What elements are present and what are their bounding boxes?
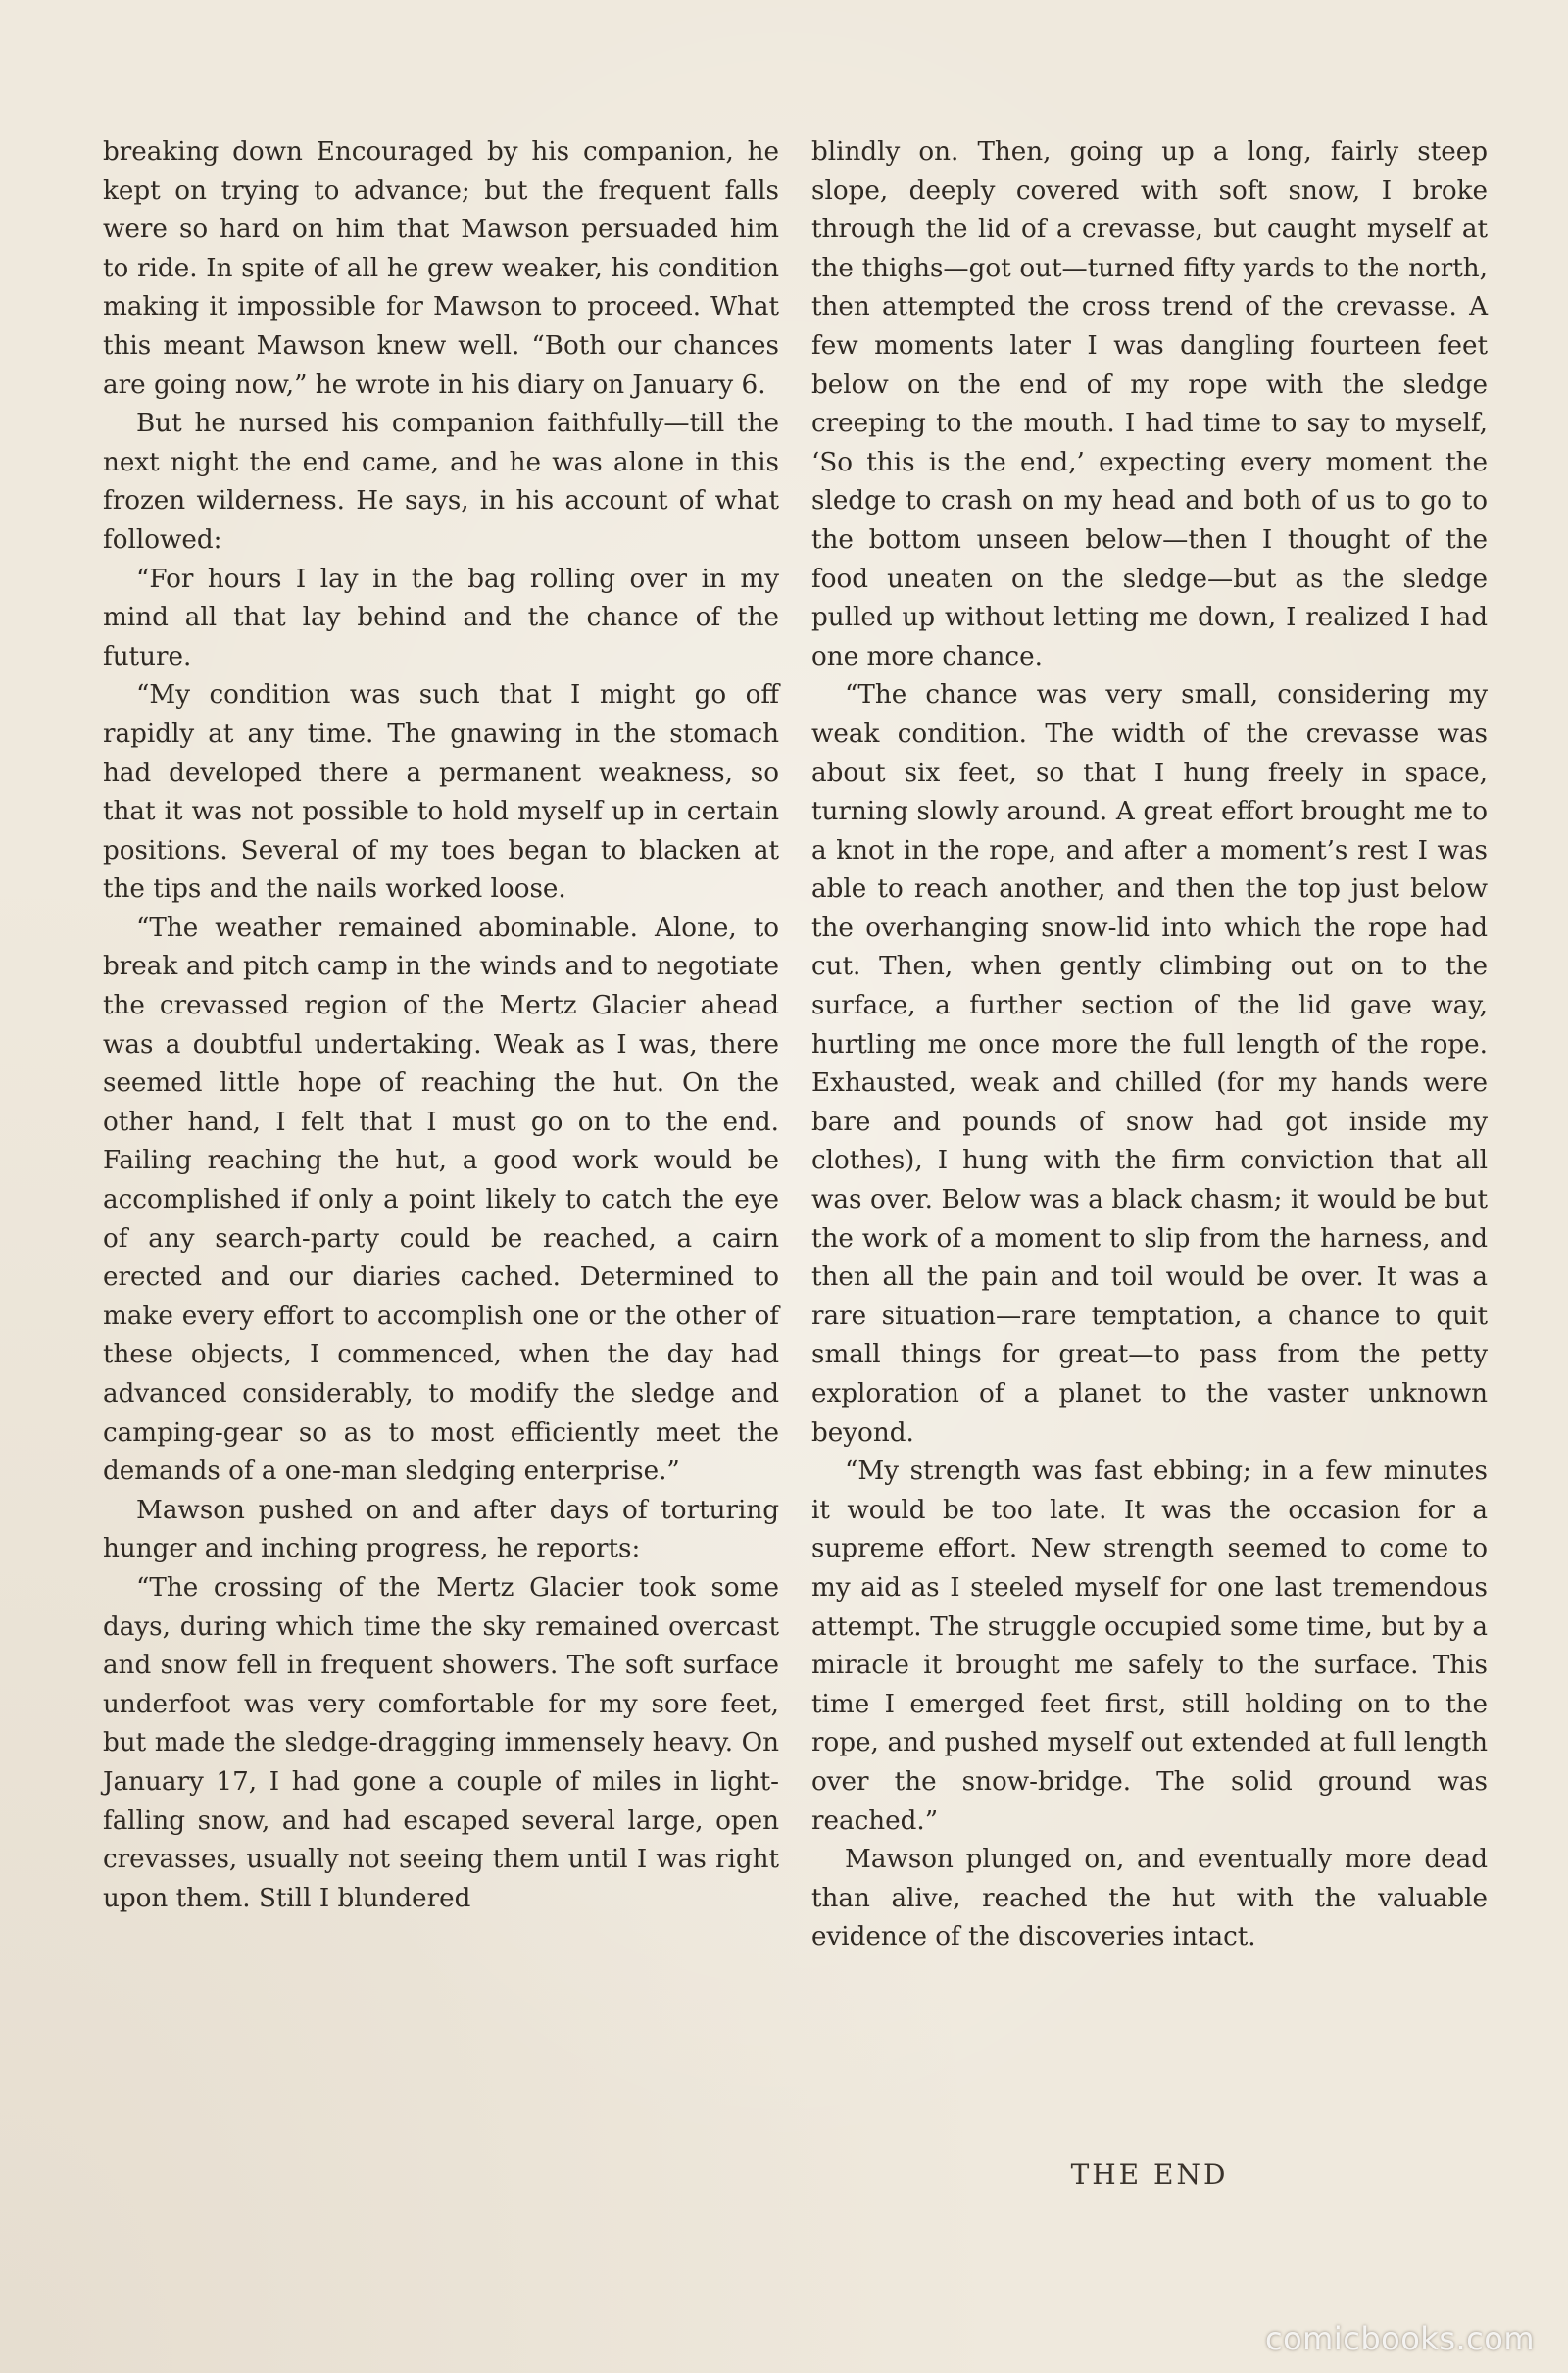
right-text-column [811, 133, 1488, 1957]
paragraph: “My condition was such that I might go off rapidly at any time. The gnawing in the stomach had developed there a permanent weakness, so that it was not possible to hold myself up in certain positions. Several of my toes began to blacken at the tips and the nails worked loose. [103, 680, 779, 905]
paragraph: “For hours I lay in the bag rolling over in my mind all that lay behind and the chance of the future. [103, 564, 779, 671]
paragraph: But he nursed his companion faithfully—till the next night the end came, and he was alone in this frozen wilderness. He says, in his account of what followed: [103, 409, 779, 555]
paragraph: “My strength was fast ebbing; in a few minutes it would be too late. It was the occasion for a supreme effort. New strength seemed to come to my aid as I steeled myself for one last tremendous attempt. The struggle occupied some time, but by a miracle it brought me safely to the surface. This time I emerged feet first, still holding on to the rope, and pushed myself out extended at full length over the snow-bridge. The solid ground was reached.” [811, 1457, 1488, 1836]
watermark: comicbooks.com [1264, 2320, 1535, 2357]
paragraph: “The weather remained abominable. Alone, to break and pitch camp in the winds and to negotiate the crevassed region of the Mertz Glacier ahead was a doubtful undertaking. Weak as I was, there seemed little hope of reaching the hut. On the other hand, I felt that I must go on to the end. Failing reaching the hut, a good work would be accomplished if only a point likely to catch the eye of any search-party could be reached, a cairn erected and our diaries cached. Determined to make every effort to accomplish one or the other of these objects, I commenced, when the day had advanced considerably, to modify the sledge and camping-gear so as to most efficiently meet the demands of a one-man sledging enterprise.” [103, 913, 779, 1487]
paragraph: “The chance was very small, considering my weak condition. The width of the crevasse was about six feet, so that I hung freely in space, turning slowly around. A great effort brought me to a knot in the rope, and after a moment’s rest I was able to reach another, and then the top just below the overhanging snow-lid into which the rope had cut. Then, when gently climbing out on to the surface, a further section of the lid gave way, hurtling me once more the full length of the rope. Exhausted, weak and chilled (for my hands were bare and pounds of snow had got inside my clothes), I hung with the firm conviction that all was over. Below was a black chasm; it would be but the work of a moment to slip from the harness, and then all the pain and toil would be over. It was a rare situation—rare temptation, a chance to quit small things for great—to pass from the petty exploration of a planet to the vaster unknown beyond. [811, 680, 1488, 1448]
paragraph: Mawson pushed on and after days of torturing hunger and inching progress, he reports: [103, 1495, 779, 1564]
the-end-label: THE END [1070, 2158, 1229, 2191]
left-text-column [103, 133, 779, 1918]
paragraph: “The crossing of the Mertz Glacier took some days, during which time the sky remained overcast and snow fell in frequent showers. The soft surface underfoot was very comfortable for my sore feet, but made the sledge-dragging immensely heavy. On January 17, I had gone a couple of miles in light-falling snow, and had escaped several large, open crevasses, usually not seeing them until I was right upon them. Still I blundered [103, 1572, 779, 1913]
paragraph: breaking down Encouraged by his companion, he kept on trying to advance; but the frequent falls were so hard on him that Mawson persuaded him to ride. In spite of all he grew weaker, his condition making it impossible for Mawson to proceed. What this meant Mawson knew well. “Both our chances are going now,” he wrote in his diary on January 6. [103, 137, 779, 400]
paragraph: Mawson plunged on, and eventually more dead than alive, reached the hut with the valuable evidence of the discoveries intact. [811, 1845, 1488, 1953]
paragraph: blindly on. Then, going up a long, fairly steep slope, deeply covered with soft snow, I broke through the lid of a crevasse, but caught myself at the thighs—got out—turned fifty yards to the north, then attempted the cross trend of the crevasse. A few moments later I was dangling fourteen feet below on the end of my rope with the sledge creeping to the mouth. I had time to say to myself, ‘So this is the end,’ expecting every moment the sledge to crash on my head and both of us to go to the bottom unseen below—then I thought of the food uneaten on the sledge—but as the sledge pulled up without letting me down, I realized I had one more chance. [811, 137, 1488, 671]
